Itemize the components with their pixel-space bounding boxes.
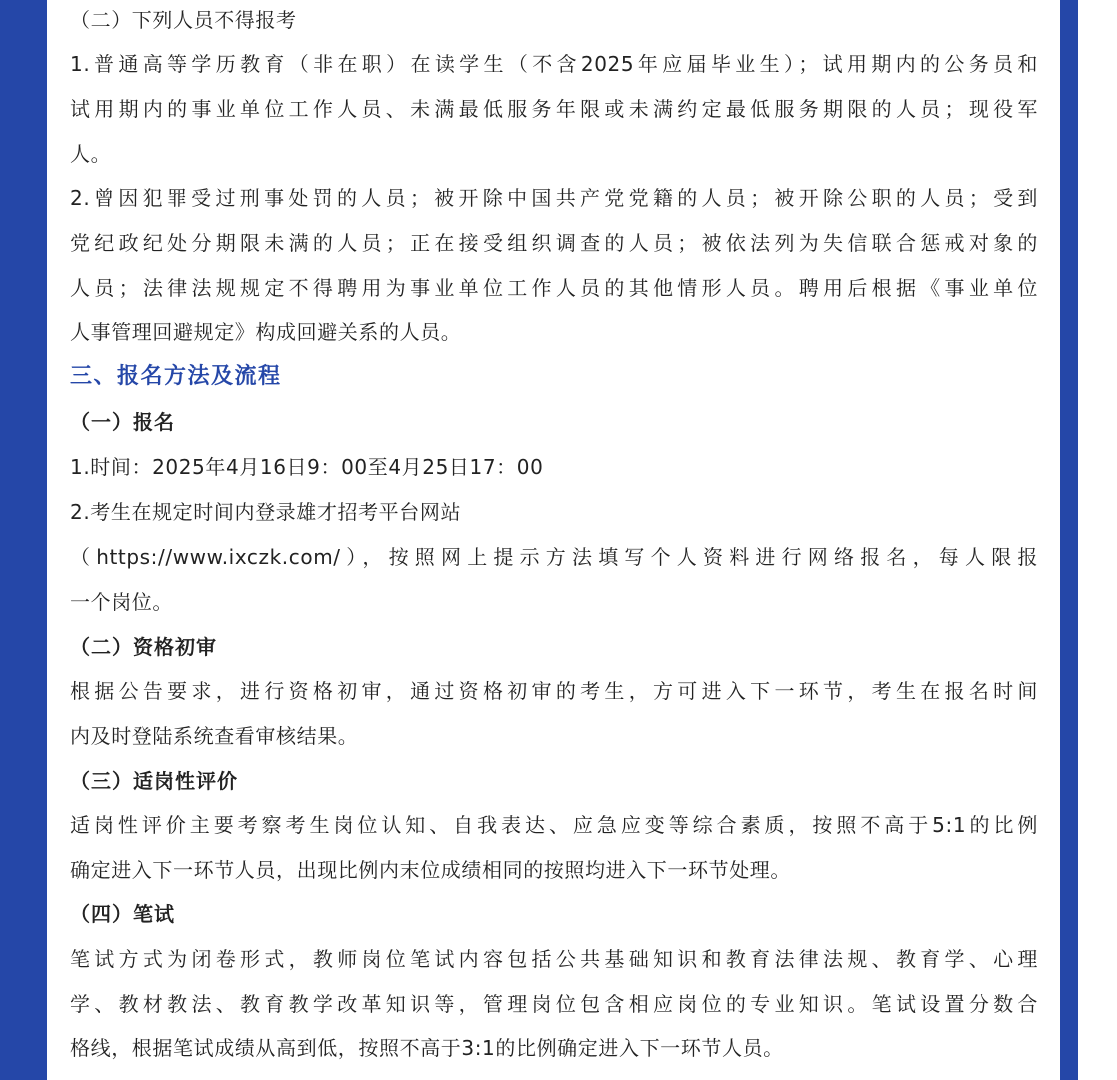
- right-blue-border: [1060, 0, 1078, 1080]
- not-eligible-item-1-line-2: 试用期内的事业单位工作人员、未满最低服务年限或未满约定最低服务期限的人员；现役军: [70, 97, 1038, 121]
- not-eligible-item-2-line-3: 人员；法律法规规定不得聘用为事业单位工作人员的其他情形人员。聘用后根据《事业单位: [70, 276, 1038, 300]
- left-blue-border: [0, 0, 47, 1080]
- qualification-review-title: （二）资格初审: [70, 635, 217, 659]
- not-eligible-item-2-line-2: 党纪政纪处分期限未满的人员；正在接受组织调查的人员；被依法列为失信联合惩戒对象的: [70, 231, 1038, 255]
- suitability-evaluation-title: （三）适岗性评价: [70, 769, 238, 793]
- suitability-evaluation-line-2: 确定进入下一环节人员，出现比例内末位成绩相同的按照均进入下一环节处理。: [70, 858, 791, 882]
- not-eligible-item-1-line-3: 人。: [70, 142, 112, 166]
- not-eligible-item-2-line-1: 2.曾因犯罪受过刑事处罚的人员；被开除中国共产党党籍的人员；被开除公职的人员；受到: [70, 186, 1038, 210]
- registration-item-2-line-2: （https://www.ixczk.com/），按照网上提示方法填写个人资料进行网络报名，每人限报: [70, 545, 1038, 569]
- registration-item-2-line-3: 一个岗位。: [70, 590, 173, 614]
- registration-item-2-line-1: 2.考生在规定时间内登录雄才招考平台网站: [70, 500, 462, 524]
- document-page: [47, 0, 1060, 1080]
- qualification-review-line-1: 根据公告要求，进行资格初审，通过资格初审的考生，方可进入下一环节，考生在报名时间: [70, 679, 1038, 703]
- section-3-title: 三、报名方法及流程: [70, 364, 282, 389]
- suitability-evaluation-line-1: 适岗性评价主要考察考生岗位认知、自我表达、应急应变等综合素质，按照不高于5:1的比例: [70, 813, 1038, 837]
- registration-title: （一）报名: [70, 410, 175, 434]
- registration-time: 1.时间：2025年4月16日9：00至4月25日17：00: [70, 455, 544, 479]
- written-exam-line-2: 学、教材教法、教育教学改革知识等，管理岗位包含相应岗位的专业知识。笔试设置分数合: [70, 992, 1038, 1016]
- written-exam-line-3: 格线，根据笔试成绩从高到低，按照不高于3:1的比例确定进入下一环节人员。: [70, 1036, 784, 1060]
- not-eligible-item-1-line-1: 1.普通高等学历教育（非在职）在读学生（不含2025年应届毕业生）；试用期内的公务员和: [70, 52, 1038, 76]
- written-exam-title: （四）笔试: [70, 902, 175, 926]
- subsection-title-not-eligible: （二）下列人员不得报考: [70, 8, 297, 32]
- not-eligible-item-2-line-4: 人事管理回避规定》构成回避关系的人员。: [70, 320, 462, 344]
- qualification-review-line-2: 内及时登陆系统查看审核结果。: [70, 724, 359, 748]
- written-exam-line-1: 笔试方式为闭卷形式，教师岗位笔试内容包括公共基础知识和教育法律法规、教育学、心理: [70, 947, 1038, 971]
